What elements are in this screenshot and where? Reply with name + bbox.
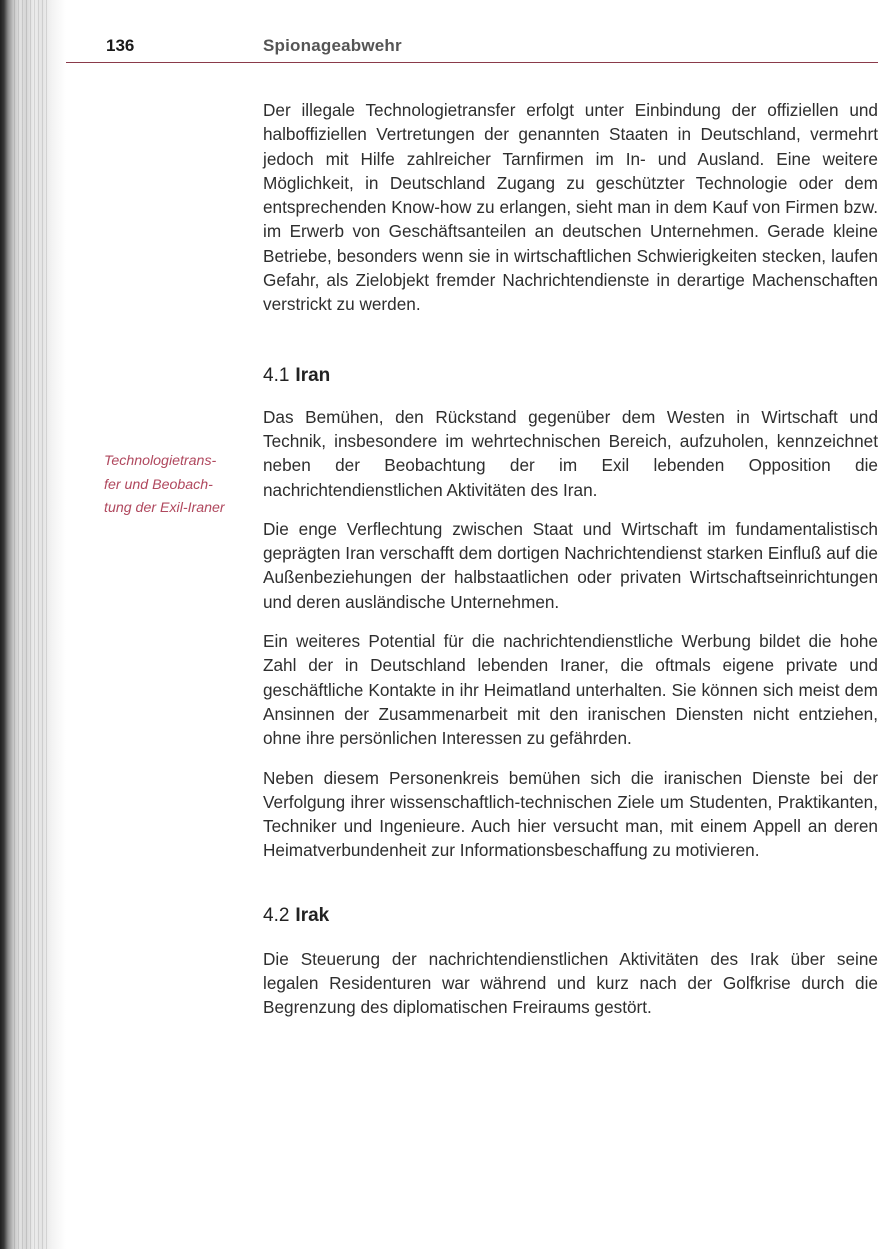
header-rule (66, 62, 878, 63)
section-title: Irak (295, 904, 330, 926)
margin-note: Technologietrans- fer und Beobach- tung der Exil-Iraner (104, 453, 225, 516)
intro-paragraph: Der illegale Technologietransfer erfolgt unter Einbindung der offiziellen und halboffiziellen Vertretungen der genannten Staaten in Deutschland, vermehrt jedoch mit Hilfe zahlreicher Tarnfirmen im In- und Ausland. Eine weitere Möglichkeit, in Deutschland Zugang zu geschützter Technologie oder dem entsprechenden Know-how zu erlangen, sieht man in dem Kauf von Firmen bzw. im Erwerb von Geschäftsanteilen an deutschen Unternehmen. Gerade kleine Betriebe, besonders wenn sie in wirtschaftlichen Schwierigkeiten stecken, laufen Gefahr, als Zielobjekt fremder Nachrichtendienste in derartige Machenschaften verstrickt zu werden. (263, 100, 878, 315)
page-number: 136 (106, 36, 135, 55)
running-head: Spionageabwehr (263, 36, 402, 55)
paragraph: Ein weiteres Potential für die nachrichtendienstliche Werbung bildet die hohe Zahl der in Deutschland lebenden Iraner, die oftmals eigene private und geschäftliche Kontakte in ihr Heimatland unterhalten. Sie können sich meist dem Ansinnen der Zusammenarbeit mit den iranischen Diensten nicht entziehen, ohne ihre persönlichen Interessen zu gefährden. (263, 631, 878, 749)
section-title: Iran (295, 364, 331, 386)
paragraph: Das Bemühen, den Rückstand gegenüber dem Westen in Wirtschaft und Technik, insbesondere im wehrtechnischen Bereich, aufzuholen, kennzeichnet neben der Beobachtung der im Exil lebenden Opposition die nachrichtendienstlichen Aktivitäten des Iran. (263, 406, 878, 500)
paragraph: Die enge Verflechtung zwischen Staat und Wirtschaft im fundamentalistisch geprägten Iran verschafft dem dortigen Nachrichtendienst starken Einfluß auf die Außenbeziehungen der halbstaatlichen oder privaten Wirtschaftseinrichtungen und deren ausländische Unternehmen. (263, 518, 878, 612)
section-heading-irak (263, 905, 878, 927)
paragraph: Die Steuerung der nachrichtendienstlichen Aktivitäten des Irak über seine legalen Residenturen war während und kurz nach der Golfkrise durch die Begrenzung des diplomatischen Freiraums gestört. (263, 948, 878, 1018)
section-number: 4.2 (263, 904, 290, 926)
book-spine-shadow (0, 0, 66, 1249)
paragraph: Neben diesem Personenkreis bemühen sich die iranischen Dienste bei der Verfolgung ihrer wissenschaftlich-technischen Ziele um Studenten, Praktikanten, Techniker und Ingenieure. Auch hier versucht man, mit einem Appell an deren Heimatverbundenheit zur Informationsbeschaffung zu motivieren. (263, 767, 878, 861)
section-heading-iran (263, 365, 878, 387)
main-text (263, 98, 878, 1035)
section-number: 4.1 (263, 364, 290, 386)
